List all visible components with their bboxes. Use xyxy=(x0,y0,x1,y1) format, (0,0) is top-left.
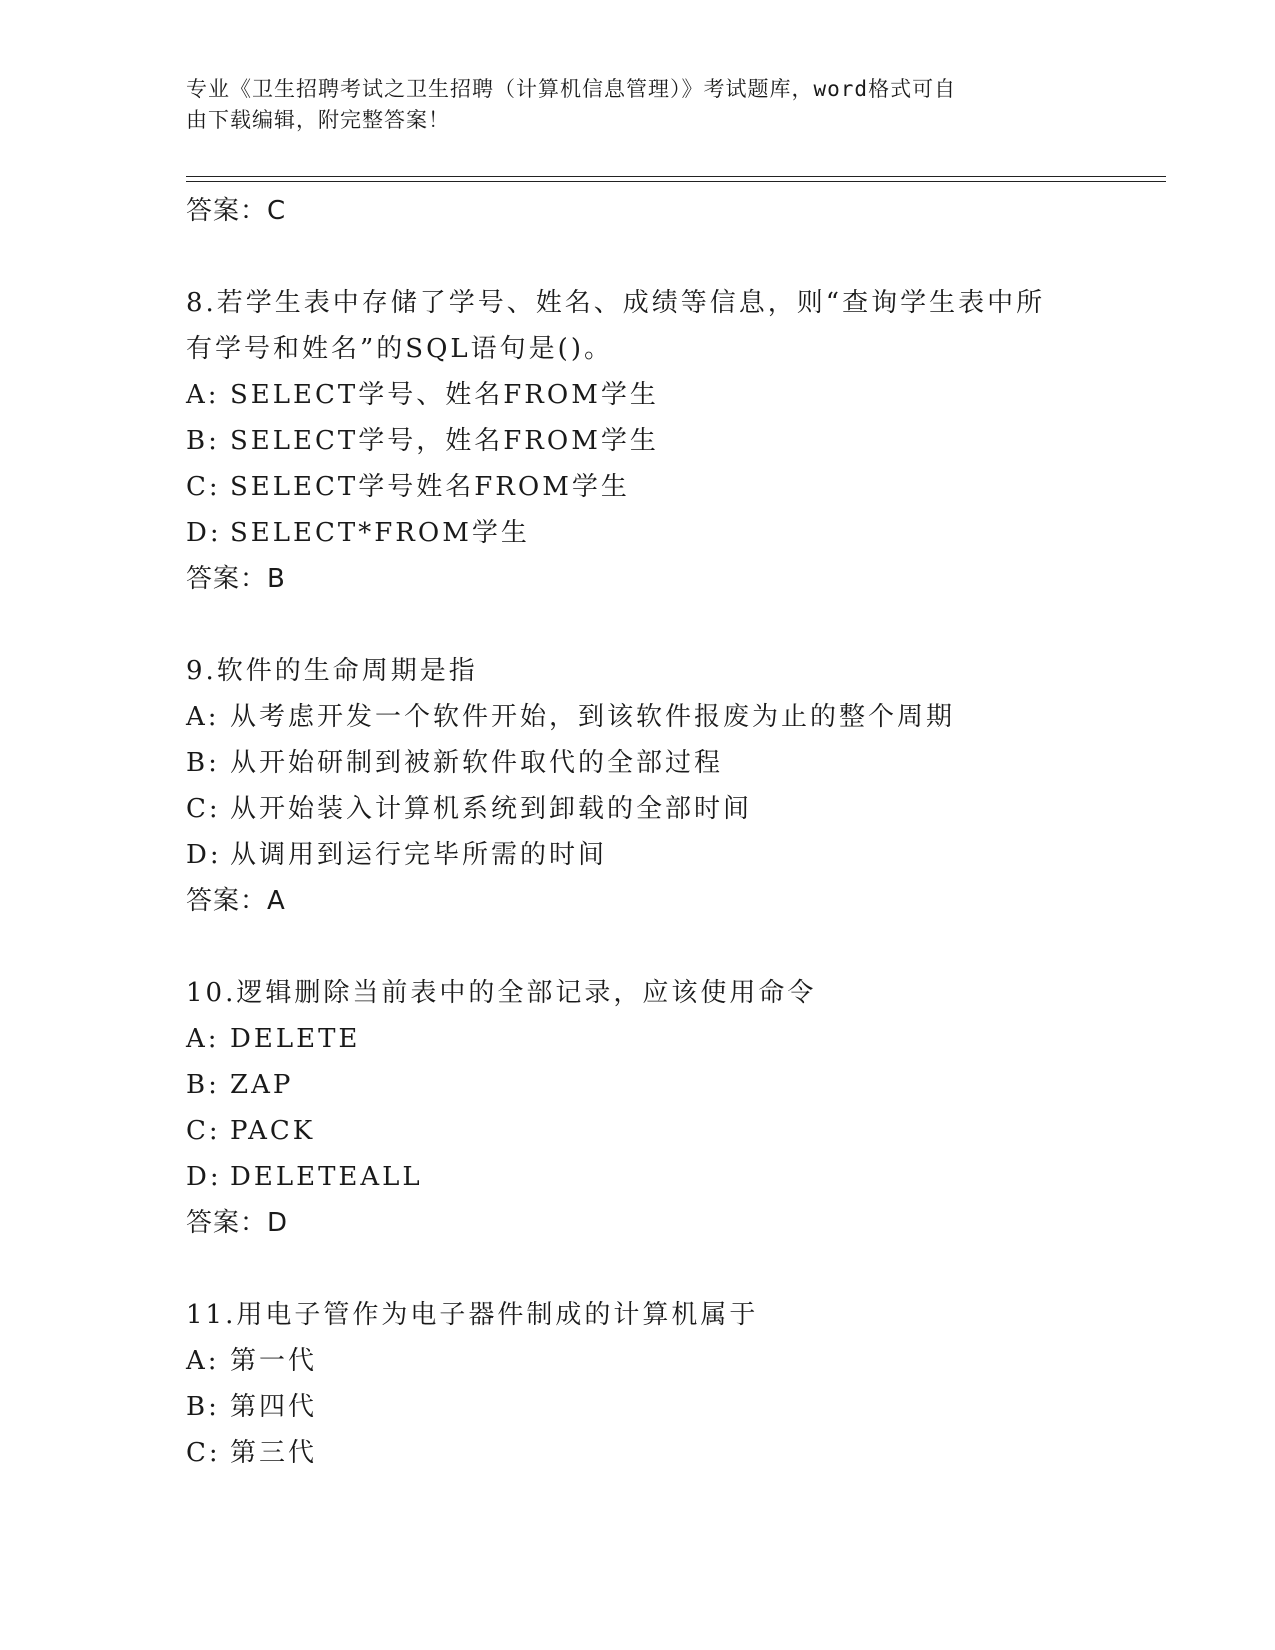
header-line-1: 专业《卫生招聘考试之卫生招聘（计算机信息管理）》考试题库，word格式可自 xyxy=(186,77,957,101)
option-text: DELETE xyxy=(230,1024,361,1054)
option-text: 第一代 xyxy=(230,1346,318,1376)
option-c xyxy=(186,1430,1086,1476)
question-stem: 10.逻辑删除当前表中的全部记录，应该使用命令 xyxy=(186,978,817,1008)
answer-line: 答案：D xyxy=(186,1208,289,1238)
option-c xyxy=(186,1108,1086,1154)
option-key: B: xyxy=(186,748,220,778)
option-text: SELECT学号、姓名FROM学生 xyxy=(230,380,659,410)
question-11 xyxy=(186,1292,1086,1476)
option-a xyxy=(186,1338,1086,1384)
option-key: A: xyxy=(186,1346,220,1376)
option-d xyxy=(186,832,1086,878)
option-d xyxy=(186,1154,1086,1200)
option-a xyxy=(186,372,1086,418)
option-key: D: xyxy=(186,518,222,548)
question-9 xyxy=(186,648,1086,924)
option-key: D: xyxy=(186,840,222,870)
option-text: SELECT学号，姓名FROM学生 xyxy=(230,426,659,456)
option-text: 第四代 xyxy=(230,1392,318,1422)
question-stem-continued: 有学号和姓名”的SQL语句是()。 xyxy=(186,334,613,364)
option-text: SELECT*FROM学生 xyxy=(230,518,530,548)
option-text: 第三代 xyxy=(230,1438,318,1468)
answer-line: 答案：B xyxy=(186,564,286,594)
option-key: C: xyxy=(186,472,221,502)
question-stem: 11.用电子管作为电子器件制成的计算机属于 xyxy=(186,1300,759,1330)
option-b xyxy=(186,740,1086,786)
option-text: 从开始研制到被新软件取代的全部过程 xyxy=(230,748,724,778)
option-b xyxy=(186,1062,1086,1108)
option-key: A: xyxy=(186,702,220,732)
option-key: C: xyxy=(186,1116,221,1146)
option-a xyxy=(186,1016,1086,1062)
option-key: C: xyxy=(186,794,221,824)
option-text: 从调用到运行完毕所需的时间 xyxy=(230,840,608,870)
option-text: 从开始装入计算机系统到卸载的全部时间 xyxy=(230,794,753,824)
header-divider-top xyxy=(186,176,1166,177)
option-key: B: xyxy=(186,426,220,456)
option-text: PACK xyxy=(230,1116,316,1146)
header-line-2: 由下载编辑，附完整答案！ xyxy=(186,108,450,132)
page-header xyxy=(186,74,1066,136)
option-key: B: xyxy=(186,1392,220,1422)
header-divider-bottom xyxy=(186,181,1166,182)
option-d xyxy=(186,510,1086,556)
option-a xyxy=(186,694,1086,740)
option-key: A: xyxy=(186,380,220,410)
question-stem: 9.软件的生命周期是指 xyxy=(186,656,478,686)
option-key: D: xyxy=(186,1162,222,1192)
option-key: A: xyxy=(186,1024,220,1054)
option-b xyxy=(186,418,1086,464)
question-stem: 8.若学生表中存储了学号、姓名、成绩等信息，则“查询学生表中所 xyxy=(186,288,1046,318)
option-text: 从考虑开发一个软件开始，到该软件报废为止的整个周期 xyxy=(230,702,956,732)
option-c xyxy=(186,464,1086,510)
option-text: DELETEALL xyxy=(230,1162,423,1192)
option-b xyxy=(186,1384,1086,1430)
question-8 xyxy=(186,280,1086,602)
option-key: C: xyxy=(186,1438,221,1468)
question-10 xyxy=(186,970,1086,1246)
option-text: SELECT学号姓名FROM学生 xyxy=(230,472,630,502)
previous-answer: 答案：C xyxy=(186,196,287,226)
option-key: B: xyxy=(186,1070,220,1100)
option-c xyxy=(186,786,1086,832)
question-list xyxy=(186,188,1086,1476)
option-text: ZAP xyxy=(230,1070,294,1100)
answer-line: 答案：A xyxy=(186,886,286,916)
